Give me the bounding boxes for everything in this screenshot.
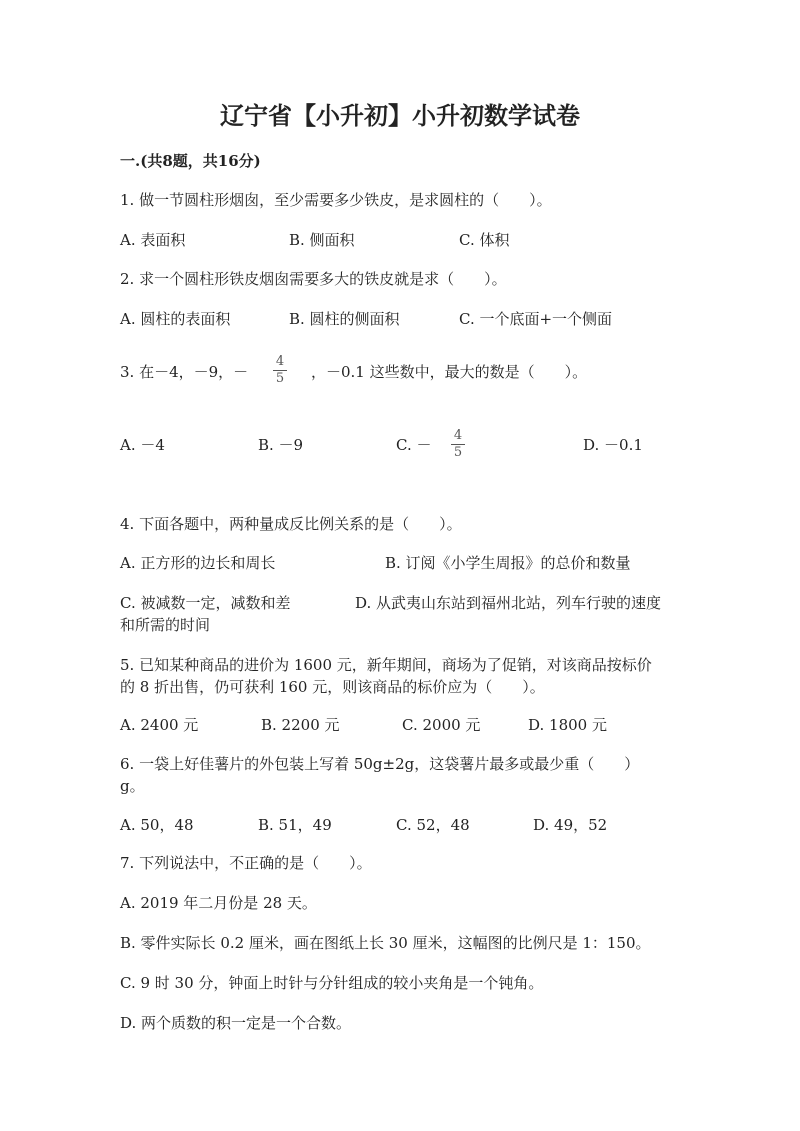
- question-2-stem: 2. 求一个圆柱形铁皮烟囱需要多大的铁皮就是求（ ）。: [120, 270, 507, 288]
- question-6-option-d: D. 49，52: [533, 816, 608, 834]
- question-5-option-c: C. 2000 元: [402, 716, 481, 734]
- question-5-stem-line1: 5. 已知某种商品的进价为 1600 元，新年期间，商场为了促销，对该商品按标价: [120, 656, 652, 674]
- question-5-option-b: B. 2200 元: [261, 716, 340, 734]
- question-1-option-c: C. 体积: [459, 231, 510, 249]
- fraction-denominator: 5: [275, 371, 285, 386]
- question-5-stem-line2: 的 8 折出售，仍可获利 160 元，则该商品的标价应为（ ）。: [120, 678, 545, 696]
- question-2-option-b: B. 圆柱的侧面积: [289, 310, 400, 328]
- section-heading: 一.(共8题，共16分): [120, 152, 261, 170]
- question-2-option-c: C. 一个底面+一个侧面: [459, 310, 613, 328]
- question-7-option-d: D. 两个质数的积一定是一个合数。: [120, 1014, 352, 1032]
- question-7-option-c: C. 9 时 30 分，钟面上时针与分针组成的较小夹角是一个钝角。: [120, 974, 544, 992]
- fraction-numerator: 4: [275, 354, 285, 369]
- question-6-option-c: C. 52，48: [396, 816, 470, 834]
- question-6-option-b: B. 51，49: [258, 816, 332, 834]
- question-4-option-c: C. 被减数一定，减数和差: [120, 594, 291, 612]
- fraction-numerator: 4: [453, 428, 463, 443]
- question-3-option-c: C. －: [396, 436, 432, 454]
- question-4-option-a: A. 正方形的边长和周长: [120, 554, 276, 572]
- question-3-option-d: D. －0.1: [583, 436, 643, 454]
- question-4-option-b: B. 订阅《小学生周报》的总价和数量: [385, 554, 631, 572]
- question-4-stem: 4. 下面各题中，两种量成反比例关系的是（ ）。: [120, 515, 462, 533]
- question-3-stem-end: ，－0.1 这些数中，最大的数是（ ）。: [311, 363, 588, 381]
- option-c-fraction: [451, 429, 465, 460]
- question-5-option-a: A. 2400 元: [120, 716, 199, 734]
- question-4-option-d-cont: 和所需的时间: [120, 616, 211, 634]
- question-7-stem: 7. 下列说法中，不正确的是（ ）。: [120, 854, 372, 872]
- question-3-stem-start: 3. 在－4，－9，－: [120, 363, 249, 381]
- question-6-stem-line1: 6. 一袋上好佳薯片的外包装上写着 50g±2g，这袋薯片最多或最少重（ ）: [120, 755, 640, 773]
- page-title: 辽宁省【小升初】小升初数学试卷: [220, 101, 580, 130]
- question-1-stem: 1. 做一节圆柱形烟囱，至少需要多少铁皮，是求圆柱的（ ）。: [120, 191, 552, 209]
- question-2-option-a: A. 圆柱的表面积: [120, 310, 231, 328]
- question-6-option-a: A. 50，48: [120, 816, 194, 834]
- question-1-option-b: B. 侧面积: [289, 231, 355, 249]
- question-4-option-d: D. 从武夷山东站到福州北站，列车行驶的速度: [355, 594, 662, 612]
- fraction-denominator: 5: [453, 445, 463, 460]
- fraction-four-fifths: [273, 355, 287, 386]
- question-3-option-b: B. －9: [258, 436, 304, 454]
- question-7-option-b: B. 零件实际长 0.2 厘米，画在图纸上长 30 厘米，这幅图的比例尺是 1：150。: [120, 934, 651, 952]
- question-6-stem-line2: g。: [120, 777, 145, 795]
- question-3-option-a: A. －4: [120, 436, 165, 454]
- question-7-option-a: A. 2019 年二月份是 28 天。: [120, 894, 317, 912]
- question-1-option-a: A. 表面积: [120, 231, 186, 249]
- question-5-option-d: D. 1800 元: [528, 716, 607, 734]
